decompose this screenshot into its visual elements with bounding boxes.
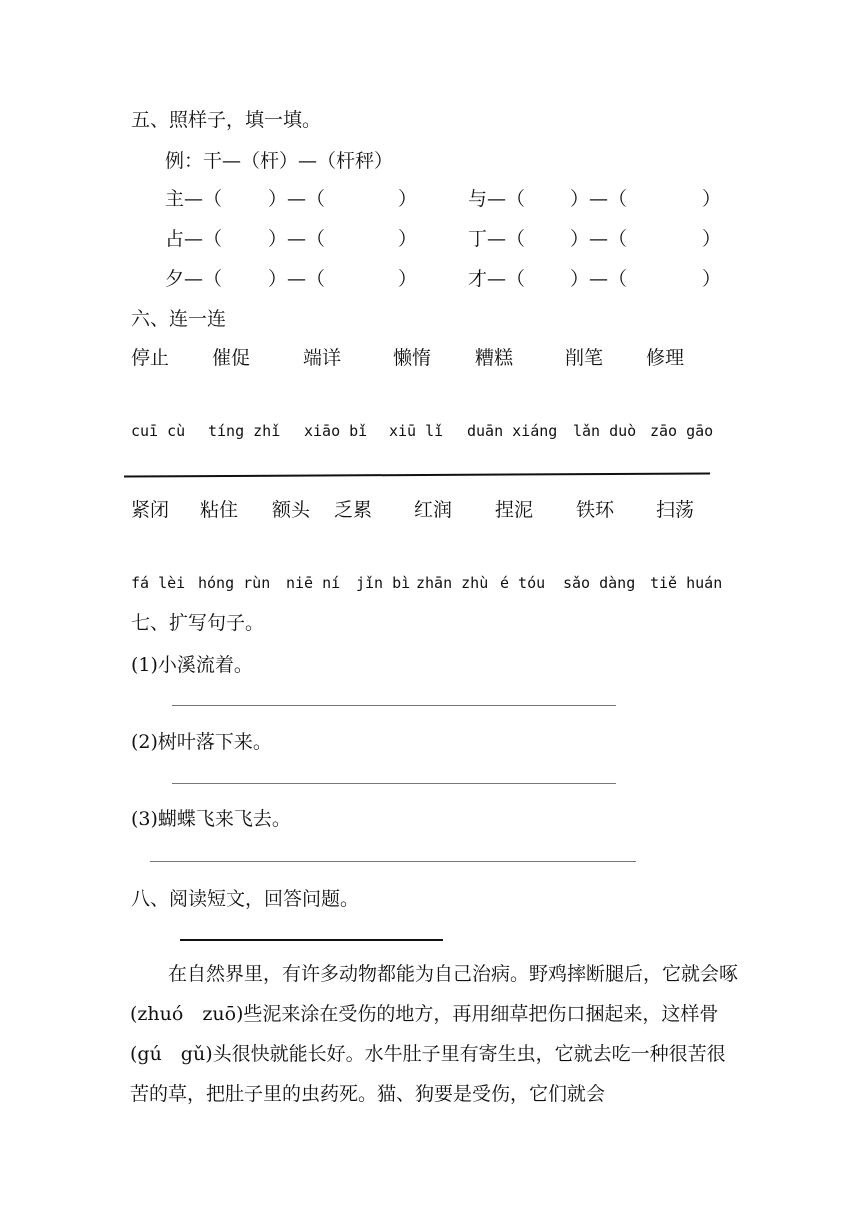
section5-title: 五、照样子，填一填。 (131, 109, 322, 131)
reading-passage: 在自然界里，有许多动物都能为自己治病。野鸡摔断腿后，它就会啄(zhuó zuō)些泥来涂在受伤的地方，再用细草把伤口捆起来，这样骨(gú gǔ)头很快就能长好。水牛肚子里有寄生虫，它就去吃一种很苦很苦的草，把肚子里的虫药死。猫、狗要是受伤，它们就会 (130, 963, 739, 1105)
fill-blank-close: ） (702, 268, 722, 290)
match-word[interactable]: 紧闭 (131, 499, 170, 521)
answer-line[interactable] (172, 783, 616, 784)
fill-blank-close: ） (702, 188, 722, 210)
match-pinyin[interactable]: zhān zhù (416, 574, 489, 592)
match-pinyin[interactable]: jǐn bì (356, 574, 411, 592)
fill-blank[interactable]: ）—（ (570, 268, 628, 290)
fill-stem: 占—（ (165, 228, 223, 250)
fill-blank[interactable]: ）—（ (268, 188, 326, 210)
fill-stem: 才—（ (468, 268, 526, 290)
fill-blank-close: ） (398, 268, 418, 290)
expand-sentence: (3)蝴蝶飞来飞去。 (131, 808, 291, 830)
section8-title: 八、阅读短文，回答问题。 (131, 888, 360, 910)
section-divider-line (124, 472, 710, 477)
match-pinyin[interactable]: niē ní (286, 574, 341, 592)
match-word[interactable]: 修理 (646, 347, 685, 369)
fill-blank[interactable]: ）—（ (268, 268, 326, 290)
match-pinyin[interactable]: tíng zhǐ (208, 422, 281, 440)
answer-line[interactable] (172, 705, 616, 706)
match-pinyin[interactable]: duān xiáng (467, 422, 558, 440)
fill-blank-close: ） (702, 228, 722, 250)
match-word[interactable]: 扫荡 (656, 499, 695, 521)
passage-title-blank[interactable] (180, 939, 443, 941)
match-pinyin[interactable]: zāo gāo (650, 422, 714, 440)
match-pinyin[interactable]: xiū lǐ (389, 422, 444, 440)
match-pinyin[interactable]: sǎo dàng (563, 574, 636, 592)
match-word[interactable]: 懒惰 (393, 347, 432, 369)
fill-blank[interactable]: ）—（ (570, 228, 628, 250)
answer-line[interactable] (150, 861, 636, 862)
match-word[interactable]: 端详 (303, 347, 342, 369)
match-word[interactable]: 削笔 (565, 347, 604, 369)
match-word[interactable]: 捏泥 (495, 499, 534, 521)
match-pinyin[interactable]: lǎn duò (573, 422, 637, 440)
match-word[interactable]: 粘住 (200, 499, 239, 521)
section5-example: 例：干—（杆）—（杆秤） (165, 150, 394, 172)
section7-title: 七、扩写句子。 (131, 612, 265, 634)
fill-stem: 夕—（ (165, 268, 223, 290)
match-pinyin[interactable]: xiāo bǐ (304, 422, 368, 440)
match-pinyin[interactable]: fá lèi (131, 574, 186, 592)
section6-title: 六、连一连 (131, 308, 227, 330)
fill-blank[interactable]: ）—（ (268, 228, 326, 250)
fill-stem: 主—（ (165, 188, 223, 210)
match-word[interactable]: 额头 (272, 499, 311, 521)
expand-sentence: (2)树叶落下来。 (131, 731, 272, 753)
match-word[interactable]: 铁环 (576, 499, 615, 521)
fill-blank-close: ） (398, 228, 418, 250)
fill-blank-close: ） (398, 188, 418, 210)
match-word[interactable]: 停止 (131, 347, 170, 369)
match-pinyin[interactable]: tiě huán (650, 574, 723, 592)
match-word[interactable]: 红润 (414, 499, 453, 521)
match-word[interactable]: 催促 (212, 347, 251, 369)
match-pinyin[interactable]: hóng rùn (198, 574, 271, 592)
match-pinyin[interactable]: é tóu (500, 574, 546, 592)
match-word[interactable]: 糟糕 (475, 347, 514, 369)
fill-stem: 丁—（ (468, 228, 526, 250)
match-word[interactable]: 乏累 (334, 499, 373, 521)
match-pinyin[interactable]: cuī cù (131, 422, 186, 440)
expand-sentence: (1)小溪流着。 (131, 654, 253, 676)
fill-stem: 与—（ (468, 188, 526, 210)
fill-blank[interactable]: ）—（ (570, 188, 628, 210)
